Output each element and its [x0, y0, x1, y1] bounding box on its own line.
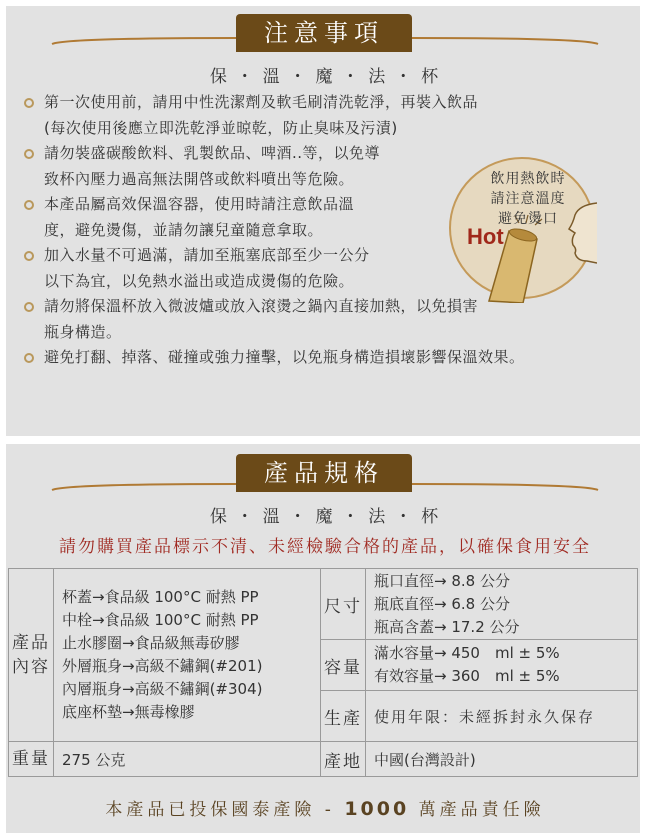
- bullet-text: (每次使用後應立即洗乾淨並晾乾，防止臭味及污漬): [44, 118, 398, 137]
- bullet-text: 本產品屬高效保溫容器，使用時請注意飲品溫: [44, 195, 355, 213]
- notice-bullet-6: [16, 345, 626, 371]
- hot-warning-line-3: 避免燙口: [498, 211, 558, 227]
- production-value: 使用年限：未經拆封永久保存: [366, 691, 638, 742]
- notice-bullet-1: [16, 90, 626, 141]
- insurance-footer: [0, 795, 650, 820]
- bullet-circle-icon: [24, 251, 34, 261]
- production-label: 生產: [321, 691, 366, 742]
- hot-warning-line-2: 請注意溫度: [490, 191, 566, 207]
- spec-table: [8, 568, 638, 777]
- bullet-text: 請勿裝盛碳酸飲料、乳製飲品、啤酒..等，以免導: [44, 144, 381, 162]
- size-value: 瓶口直徑→ 8.8 公分: [374, 571, 510, 590]
- spec-title: 產品規格: [236, 454, 412, 492]
- bullet-text: 瓶身構造。: [44, 322, 122, 341]
- size-label: 尺寸: [321, 569, 366, 640]
- bullet-text: 加入水量不可過滿，請加至瓶塞底部至少一公分: [44, 246, 370, 264]
- bullet-circle-icon: [24, 149, 34, 159]
- capacity-label: 容量: [321, 640, 366, 691]
- weight-label: 重量: [9, 742, 54, 777]
- footer-text-pre: 本產品已投保國泰產險 -: [105, 800, 345, 820]
- origin-value: 中國(台灣設計): [366, 742, 638, 777]
- weight-value: 275 公克: [54, 742, 321, 777]
- origin-label: 產地: [321, 742, 366, 777]
- bullet-circle-icon: [24, 353, 34, 363]
- materials-cell: [54, 569, 321, 742]
- content-label-line-1: 產品: [12, 633, 50, 653]
- content-label-line-2: 內容: [12, 657, 50, 677]
- bullet-text: 請勿將保溫杯放入微波爐或放入滾燙之鍋內直接加熱，以免損害: [44, 297, 479, 315]
- size-value: 瓶高含蓋→ 17.2 公分: [374, 617, 520, 636]
- size-values-cell: [366, 569, 638, 640]
- hot-label: Hot: [467, 224, 504, 249]
- spec-warning: 請勿購買產品標示不清、未經檢驗合格的產品，以確保食用安全: [59, 537, 591, 557]
- material-item: 中栓→食品級 100°C 耐熱 PP: [62, 611, 259, 629]
- bullet-text: 避免打翻、掉落、碰撞或強力撞擊，以免瓶身構造損壞影響保溫效果。: [44, 348, 525, 366]
- bullet-text: 以下為宜，以免熱水溢出或造成燙傷的危險。: [44, 271, 355, 290]
- capacity-value: 滿水容量→ 450 ml ± 5%: [374, 644, 560, 662]
- notice-title: 注意事項: [236, 14, 412, 52]
- bullet-text: 第一次使用前，請用中性洗潔劑及軟毛刷清洗乾淨，再裝入飲品: [44, 93, 479, 111]
- footer-text-post: 萬產品責任險: [409, 800, 545, 820]
- material-item: 止水膠圈→食品級無毒矽膠: [62, 634, 240, 652]
- size-value: 瓶底直徑→ 6.8 公分: [374, 594, 510, 613]
- material-item: 杯蓋→食品級 100°C 耐熱 PP: [62, 588, 259, 606]
- content-label-cell: [9, 569, 54, 742]
- bullet-text: 致杯內壓力過高無法開啓或飲料噴出等危險。: [44, 169, 355, 188]
- footer-amount: 1000: [344, 798, 410, 820]
- spec-subtitle: 保 ・ 溫 ・ 魔 ・ 法 ・ 杯: [209, 507, 441, 527]
- material-item: 底座杯墊→無毒橡膠: [62, 703, 195, 721]
- hot-warning-line-1: 飲用熱飲時: [490, 171, 566, 187]
- notice-subtitle: 保 ・ 溫 ・ 魔 ・ 法 ・ 杯: [209, 67, 441, 87]
- bullet-circle-icon: [24, 200, 34, 210]
- material-item: 外層瓶身→高級不鏽鋼(#201): [62, 657, 263, 675]
- material-item: 內層瓶身→高級不鏽鋼(#304): [62, 680, 263, 698]
- bullet-circle-icon: [24, 98, 34, 108]
- capacity-values-cell: [366, 640, 638, 691]
- capacity-value: 有效容量→ 360 ml ± 5%: [374, 667, 560, 685]
- bullet-circle-icon: [24, 302, 34, 312]
- bullet-text: 度，避免燙傷，並請勿讓兒童隨意拿取。: [44, 220, 324, 239]
